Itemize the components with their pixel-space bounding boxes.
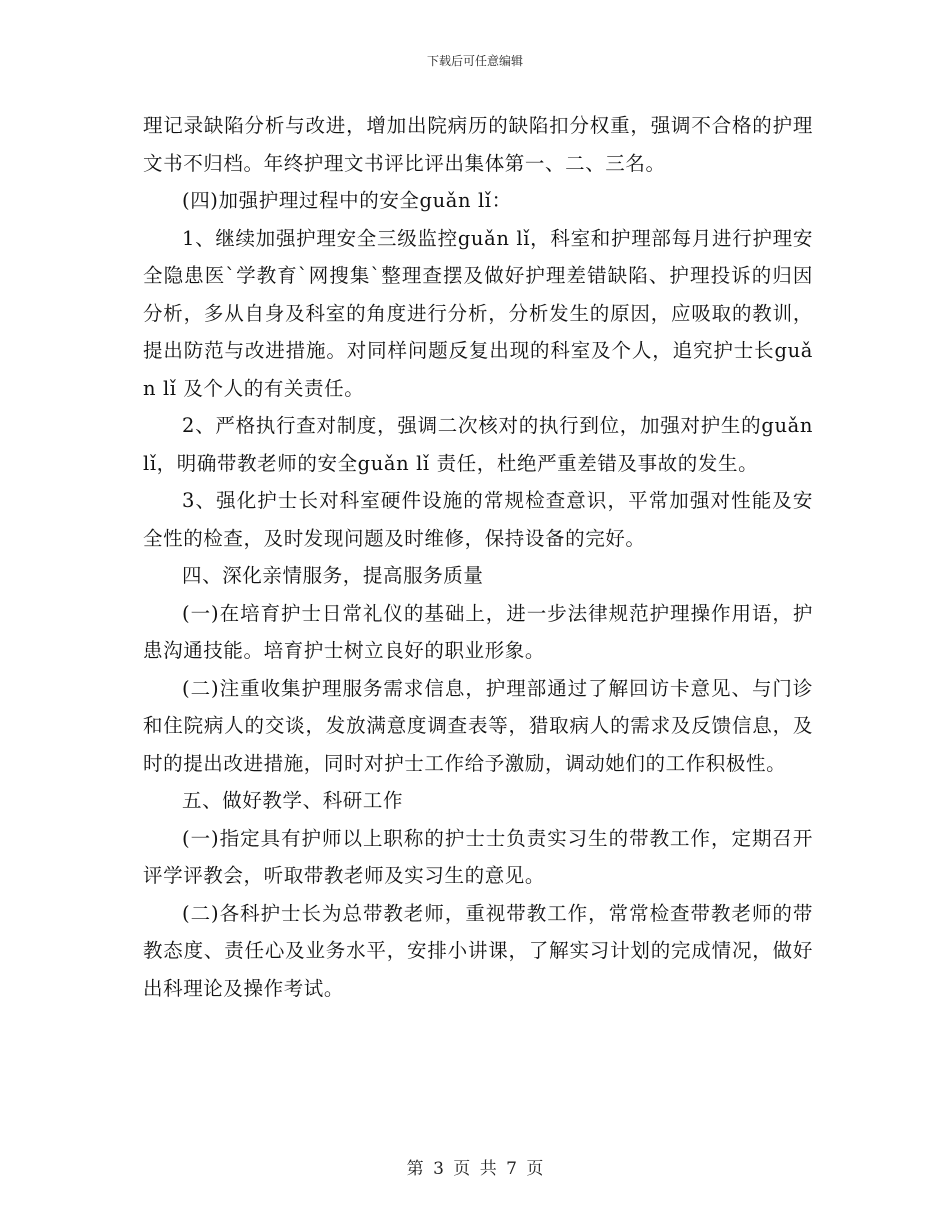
paragraph-item-1: 1、继续加强护理安全三级监控guǎn lǐ，科室和护理部每月进行护理安全隐患医`学教育`网搜集`整理查摆及做好护理差错缺陷、护理投诉的归因分析，多从自身及科室的角度进行分析，分析发生的原因，应吸取的教训，提出防范与改进措施。对同样问题反复出现的科室及个人，追究护士长guǎn lǐ 及个人的有关责任。: [143, 226, 813, 400]
header-note: 下载后可任意编辑: [426, 54, 523, 68]
paragraph-four-two: (二)注重收集护理服务需求信息，护理部通过了解回访卡意见、与门诊和住院病人的交谈，发放满意度调查表等，猎取病人的需求及反馈信息，及时的提出改进措施，同时对护士工作给予激励，调动她们的工作积极性。: [143, 676, 813, 775]
section-heading-four: 四、深化亲情服务，提高服务质量: [182, 564, 484, 587]
paragraph-continuation: 理记录缺陷分析与改进，增加出院病历的缺陷扣分权重，强调不合格的护理文书不归档。年终护理文书评比评出集体第一、二、三名。: [143, 114, 813, 175]
paragraph-four-one: (一)在培育护士日常礼仪的基础上，进一步法律规范护理操作用语，护患沟通技能。培育护士树立良好的职业形象。: [143, 601, 813, 662]
section-heading-five: 五、做好教学、科研工作: [182, 789, 404, 812]
paragraph-five-one: (一)指定具有护师以上职称的护士士负责实习生的带教工作，定期召开评学评教会，听取带教老师及实习生的意见。: [143, 826, 813, 887]
body-text: [143, 107, 813, 1007]
page-number-footer: 第 3 页 共 7 页: [406, 1159, 544, 1179]
paragraph-five-two: (二)各科护士长为总带教老师，重视带教工作，常常检查带教老师的带教态度、责任心及业务水平，安排小讲课，了解实习计划的完成情况，做好出科理论及操作考试。: [143, 901, 813, 1000]
paragraph-section-4-heading: (四)加强护理过程中的安全guǎn lǐ：: [182, 189, 512, 212]
paragraph-item-2: 2、严格执行查对制度，强调二次核对的执行到位，加强对护生的guǎn lǐ，明确带教老师的安全guǎn lǐ 责任，杜绝严重差错及事故的发生。: [143, 414, 813, 475]
paragraph-item-3: 3、强化护士长对科室硬件设施的常规检查意识，平常加强对性能及安全性的检查，及时发现问题及时维修，保持设备的完好。: [143, 489, 813, 550]
